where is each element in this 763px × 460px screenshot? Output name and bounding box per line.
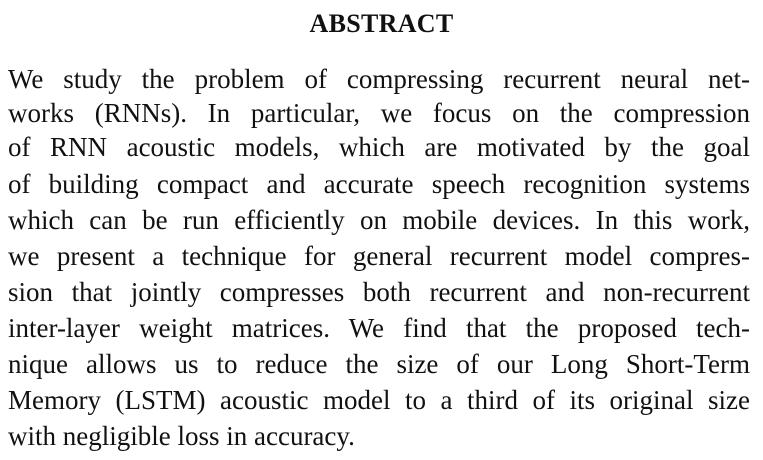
abstract-line: which can be run efficiently on mobile devices. In this work, [8, 205, 750, 235]
abstract-line: Memory (LSTM) acoustic model to a third of its original size [8, 385, 750, 415]
abstract-line: works (RNNs). In particular, we focus on the compression [8, 98, 750, 128]
abstract-line: We study the problem of compressing recurrent neural net- [8, 64, 750, 94]
abstract-line: sion that jointly compresses both recurrent and non-recurrent [8, 277, 750, 307]
abstract-line: with negligible loss in accuracy. [8, 421, 355, 451]
abstract-line: inter-layer weight matrices. We find that the proposed tech- [8, 313, 750, 343]
abstract-line: we present a technique for general recurrent model compres- [8, 241, 750, 271]
abstract-heading: ABSTRACT [309, 9, 454, 38]
abstract-line: nique allows us to reduce the size of our Long Short-Term [8, 349, 750, 379]
abstract-line: of building compact and accurate speech recognition systems [8, 169, 750, 199]
abstract-line: of RNN acoustic models, which are motivated by the goal [8, 132, 750, 162]
